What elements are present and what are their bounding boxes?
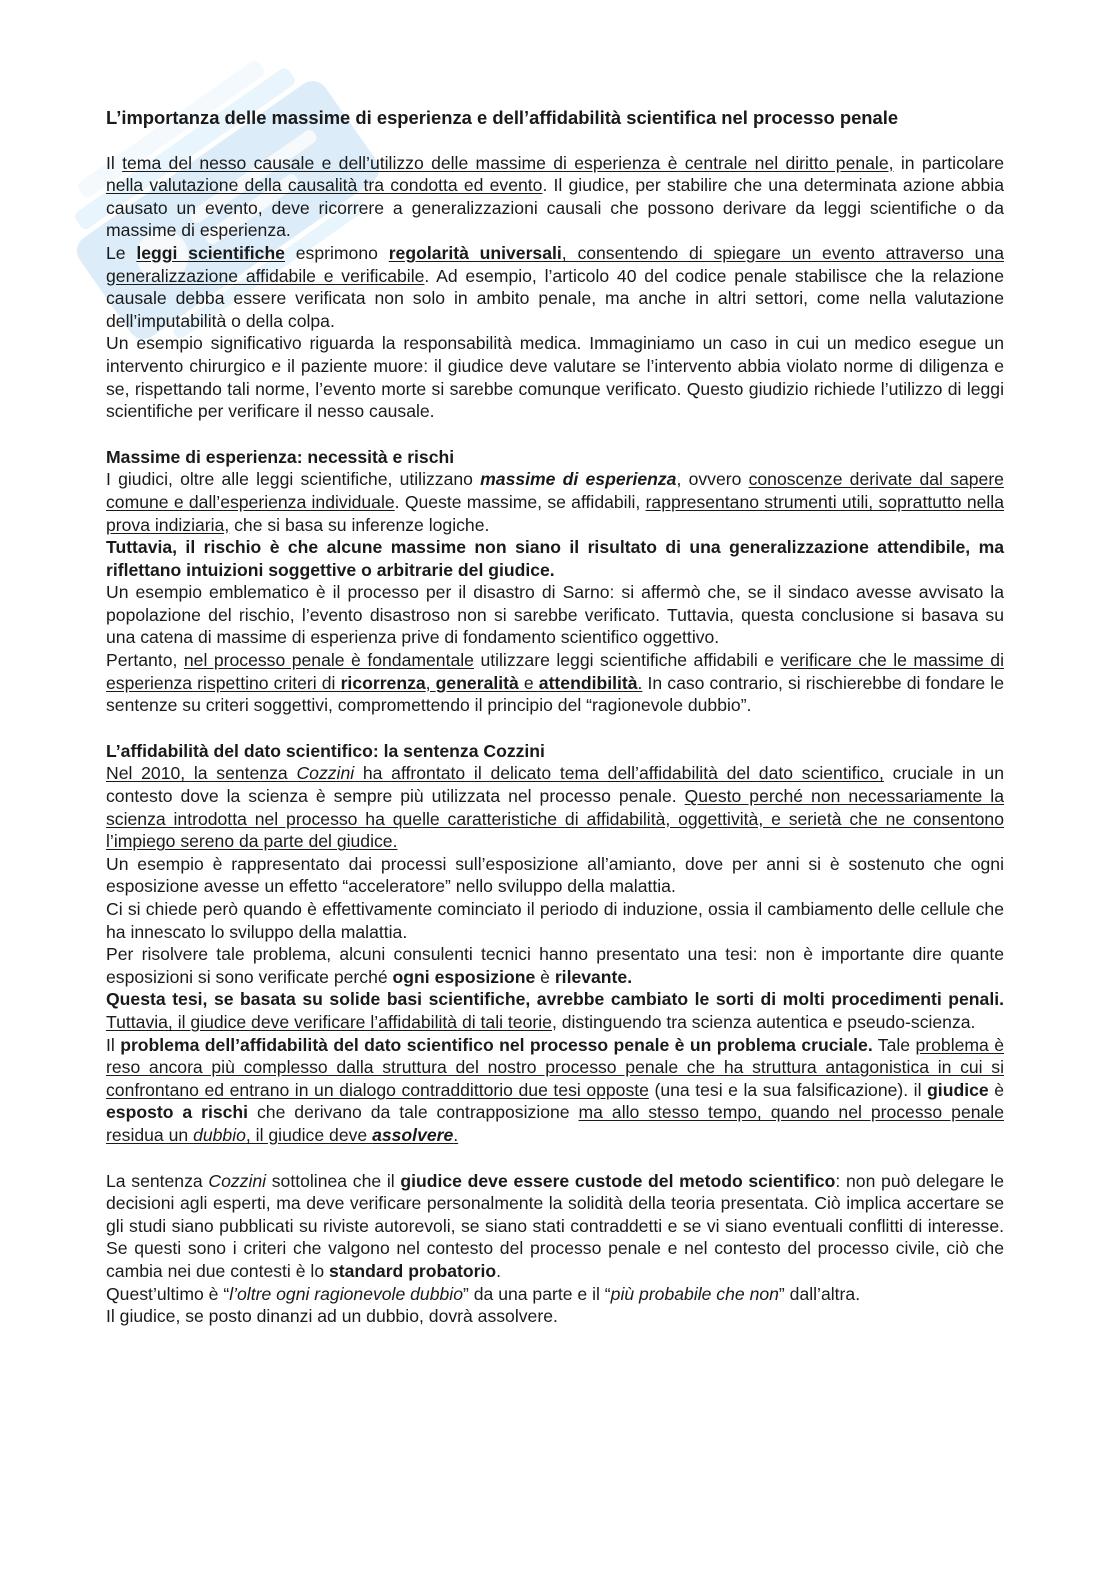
paragraph: Un esempio emblematico è il processo per il disastro di Sarno: si affermò che, se il sindaco avesse avvisato la popolazione del rischio, l’evento disastroso non si sarebbe verificato. Tuttavia, questa conclusione si basava su una catena di massime di esperienza prive di fondamento scientifico oggettivo. [106,582,1004,648]
paragraph: Ci si chiede però quando è effettivamente cominciato il periodo di induzione, ossia il cambiamento delle cellule che ha innescato lo sviluppo della malattia. [106,899,1004,942]
paragraph: Questa tesi, se basata su solide basi scientifiche, avrebbe cambiato le sorti di molti procedimenti penali. Tuttavia, il giudice deve verificare l’affidabilità di tali teorie, distinguendo tra scienza autentica e pseudo-scienza. [106,989,1004,1032]
paragraph: La sentenza Cozzini sottolinea che il giudice deve essere custode del metodo scientifico: non può delegare le decisioni agli esperti, ma deve verificare personalmente la solidità della teoria presentata. Ciò implica accertare se gli studi siano pubblicati su riviste autorevoli, se siano stati contraddetti e se vi siano eventuali conflitti di interesse. Se questi sono i criteri che valgono nel contesto del processo penale e nel contesto del processo civile, ciò che cambia nei due contesti è lo standard probatorio. [106,1170,1004,1281]
paragraph: Pertanto, nel processo penale è fondamentale utilizzare leggi scientifiche affidabili e verificare che le massime di esperienza rispettino criteri di ricorrenza, generalità e attendibilità. In caso contrario, si rischierebbe di fondare le sentenze su criteri soggettivi, compromettendo il principio del “ragionevole dubbio”. [106,650,1005,716]
document-page [106,107,1004,1328]
paragraph: Per risolvere tale problema, alcuni consulenti tecnici hanno presentato una tesi: non è importante dire quante esposizioni si sono verificate perché ogni esposizione è rilevante. [106,944,1004,987]
paragraph: Le leggi scientifiche esprimono regolarità universali, consentendo di spiegare un evento attraverso una generalizzazione affidabile e verificabile. Ad esempio, l’articolo 40 del codice penale stabilisce che la relazione causale debba essere verificata non solo in ambito penale, ma anche in altri settori, come nella valutazione dell’imputabilità o della colpa. [106,242,1004,331]
paragraph: Un esempio significativo riguarda la responsabilità medica. Immaginiamo un caso in cui un medico esegue un intervento chirurgico e il paziente muore: il giudice deve valutare se l’intervento abbia violato norme di diligenza e se, rispettando tali norme, l’evento morte si sarebbe comunque verificato. Questo giudizio richiede l’utilizzo di leggi scientifiche per verificare il nesso causale. [106,333,1004,422]
paragraph: I giudici, oltre alle leggi scientifiche, utilizzano massime di esperienza, ovvero conoscenze derivate dal sapere comune e dall’esperienza individuale. Queste massime, se affidabili, rappresentano strumenti utili, soprattutto nella prova indiziaria, che si basa su inferenze logiche. [106,469,1005,535]
paragraph: Il problema dell’affidabilità del dato scientifico nel processo penale è un problema cruciale. Tale problema è reso ancora più complesso dalla struttura del nostro processo penale che ha struttura antagonistica in cui si confrontano ed entrano in un dialogo contraddittorio due tesi opposte (una tesi e la sua falsificazione). il giudice è esposto a rischi che derivano da tale contrapposizione ma allo stesso tempo, quando nel processo penale residua un dubbio, il giudice deve assolvere. [106,1034,1005,1145]
document-title: L’importanza delle massime di esperienza e dell’affidabilità scientifica nel processo penale [106,107,899,128]
paragraph: Un esempio è rappresentato dai processi sull’esposizione all’amianto, dove per anni si è sostenuto che ogni esposizione avesse un effetto “acceleratore” nello sviluppo della malattia. [106,853,1004,897]
paragraph: Nel 2010, la sentenza Cozzini ha affrontato il delicato tema dell’affidabilità del dato scientifico, cruciale in un contesto dove la scienza è sempre più utilizzata nel processo penale. Questo perché non necessariamente la scienza introdotta nel processo ha quelle caratteristiche di affidabilità, oggettività, e serietà che ne consentono l’impiego sereno da parte del giudice. [106,763,1004,852]
paragraph: Il giudice, se posto dinanzi ad un dubbio, dovrà assolvere. [106,1306,558,1327]
paragraph: Quest’ultimo è “l’oltre ogni ragionevole dubbio” da una parte e il “più probabile che non” dall’altra. [106,1283,861,1304]
section-heading: Massime di esperienza: necessità e rischi [106,446,455,467]
section-heading: L’affidabilità del dato scientifico: la sentenza Cozzini [106,740,545,761]
paragraph: Tuttavia, il rischio è che alcune massime non siano il risultato di una generalizzazione attendibile, ma riflettano intuizioni soggettive o arbitrarie del giudice. [106,537,1004,580]
paragraph: Il tema del nesso causale e dell’utilizzo delle massime di esperienza è centrale nel diritto penale, in particolare nella valutazione della causalità tra condotta ed evento. Il giudice, per stabilire che una determinata azione abbia causato un evento, deve ricorrere a generalizzazioni causali che possono derivare da leggi scientifiche o da massime di esperienza. [106,152,1004,241]
